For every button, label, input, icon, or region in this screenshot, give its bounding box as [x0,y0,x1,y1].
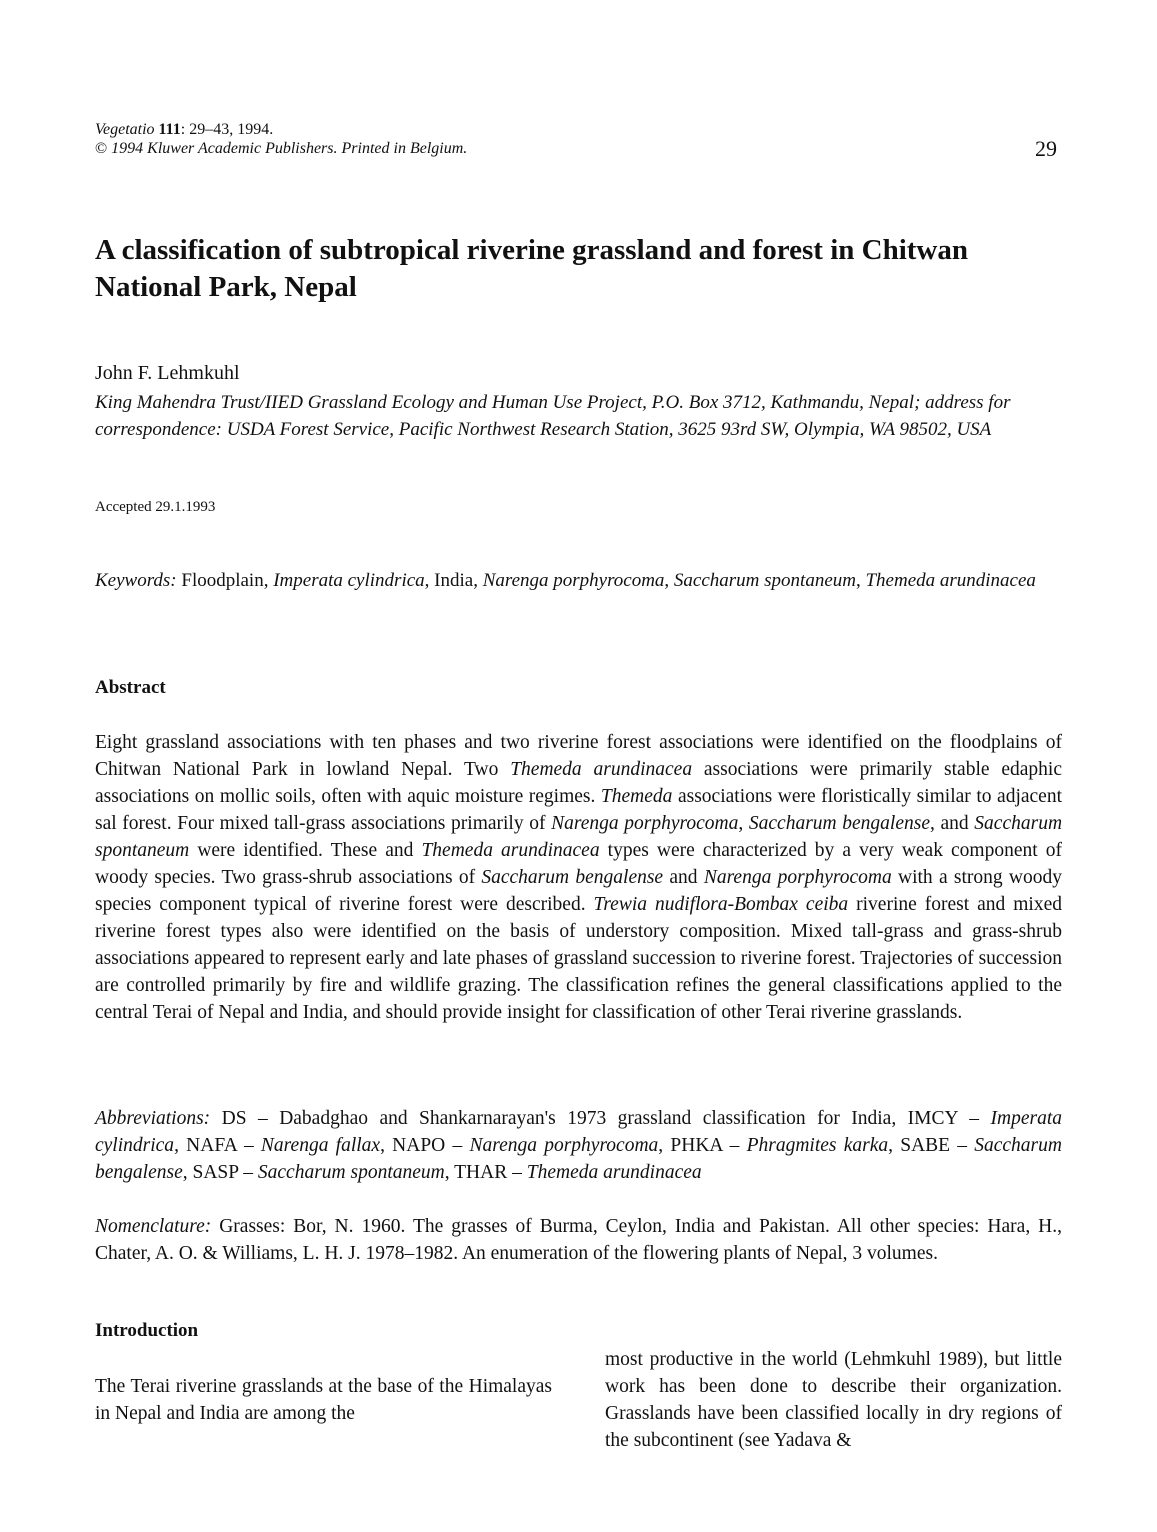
abstract-span: , and [929,813,975,834]
abstract-span: associations were floristically similar to adjacent sal forest. Four mixed tall-grass associations primarily of [95,786,1062,834]
abbreviations [95,1105,1062,1186]
species-name: Narenga fallax [260,1135,381,1156]
copyright-text: 1994 Kluwer Academic Publishers. Printed in Belgium. [107,140,468,157]
nomenclature-label: Nomenclature: [95,1216,212,1237]
keywords [95,567,1055,594]
species-name: Imperata cylindrica [95,1108,1062,1156]
species-name: Narenga porphyrocoma [551,813,739,834]
species-name: Themeda arundinacea [421,840,600,861]
journal-citation [95,120,467,139]
species-name: Saccharum spontaneum [257,1162,445,1183]
nomenclature-text: Grasses: Bor, N. 1960. The grasses of Burma, Ceylon, India and Pakistan. All other species: Hara, H., Chater, A. O. & Williams, L. H. J. 1978–1982. An enumeration of the flowering plants of Nepal, 3 volumes. [95,1216,1062,1264]
keyword-text: Floodplain, [176,570,274,591]
abstract-text [95,729,1062,1026]
species-name: Saccharum bengalense [748,813,930,834]
keyword-text: , India, [424,570,483,591]
abstract-span: types were characterized by a very weak component of woody species. Two grass-shrub associations of [95,840,1062,888]
abstract-span: , [738,813,749,834]
abstract-heading: Abstract [95,677,166,698]
species-name: Phragmites karka [746,1135,889,1156]
copyright-symbol: © [95,140,108,157]
journal-volume: 111 [158,121,181,138]
abbrev-span: DS – Dabadghao and Shankarnarayan's 1973 grassland classification for India, IMCY – [210,1108,991,1129]
journal-header [95,120,467,158]
copyright-line [95,139,467,158]
keyword-species: Saccharum spontaneum [673,570,856,591]
species-name: Narenga porphyrocoma [703,867,892,888]
abstract-span: riverine forest and mixed riverine forest types also were identified on the basis of understory composition. Mixed tall-grass and grass-shrub associations appeared to represent early and late phases of grassland succession to riverine forest. Trajectories of succession are controlled primarily by fire and wildlife grazing. The classification refines the general classifications applied to the central Terai of Nepal and India, and should provide insight for classification of other Terai riverine grasslands. [95,894,1062,1023]
keyword-species: Narenga porphyrocoma [482,570,665,591]
nomenclature [95,1213,1062,1267]
species-name: Themeda arundinacea [510,759,693,780]
author-name: John F. Lehmkuhl [95,362,240,384]
species-name: Narenga porphyrocoma [469,1135,659,1156]
abstract-span: associations were primarily stable edaphic associations on mollic soils, often with aquic moisture regimes. [95,759,1062,807]
abbrev-span: , THAR – [444,1162,527,1183]
abstract-span: Eight grassland associations with ten phases and two riverine forest associations were identified on the floodplains of Chitwan National Park in lowland Nepal. Two [95,732,1062,780]
journal-pages: : 29–43, 1994. [180,121,274,138]
abbreviations-label: Abbreviations: [95,1108,211,1129]
keyword-species: Imperata cylindrica [273,570,425,591]
species-name: Saccharum spontaneum [95,813,1063,861]
species-name: Trewia nudiflora-Bombax ceiba [593,894,849,915]
keywords-label: Keywords: [95,570,177,591]
abbrev-span: , SABE – [888,1135,975,1156]
species-name: Saccharum bengalense [95,1135,1062,1183]
species-name: Themeda arundinacea [526,1162,702,1183]
abstract-span: and [663,867,704,888]
abstract-span: with a strong woody species component typical of riverine forest were described. [95,867,1062,915]
author-affiliation: King Mahendra Trust/IIED Grassland Ecology and Human Use Project, P.O. Box 3712, Kathmandu, Nepal; address for correspondence: USDA Forest Service, Pacific Northwest Research Station, 3625 93rd SW, Olympia, WA 98502, USA [95,392,1011,440]
abbrev-span: , NAFA – [174,1135,261,1156]
abbrev-span: , NAPO – [380,1135,470,1156]
keyword-text: , [855,570,866,591]
paper-title: A classification of subtropical riverine grassland and forest in Chitwan National Park, Nepal [95,234,969,303]
keyword-text: , [664,570,674,591]
keyword-species: Themeda arundinacea [865,570,1036,591]
species-name: Saccharum bengalense [481,867,664,888]
introduction-left-column: The Terai riverine grasslands at the base of the Himalayas in Nepal and India are among the [95,1376,552,1424]
abbrev-span: , PHKA – [658,1135,747,1156]
introduction-right-column: most productive in the world (Lehmkuhl 1989), but little work has been done to describe their organization. Grasslands have been classified locally in dry regions of the subcontinent (see Yadava & [605,1349,1062,1451]
page-number: 29 [1035,136,1057,161]
accepted-date: Accepted 29.1.1993 [95,499,216,515]
species-name: Themeda [600,786,673,807]
abstract-span: were identified. These and [189,840,422,861]
introduction-heading: Introduction [95,1320,199,1341]
journal-name: Vegetatio [95,121,155,138]
abbrev-span: , SASP – [182,1162,258,1183]
